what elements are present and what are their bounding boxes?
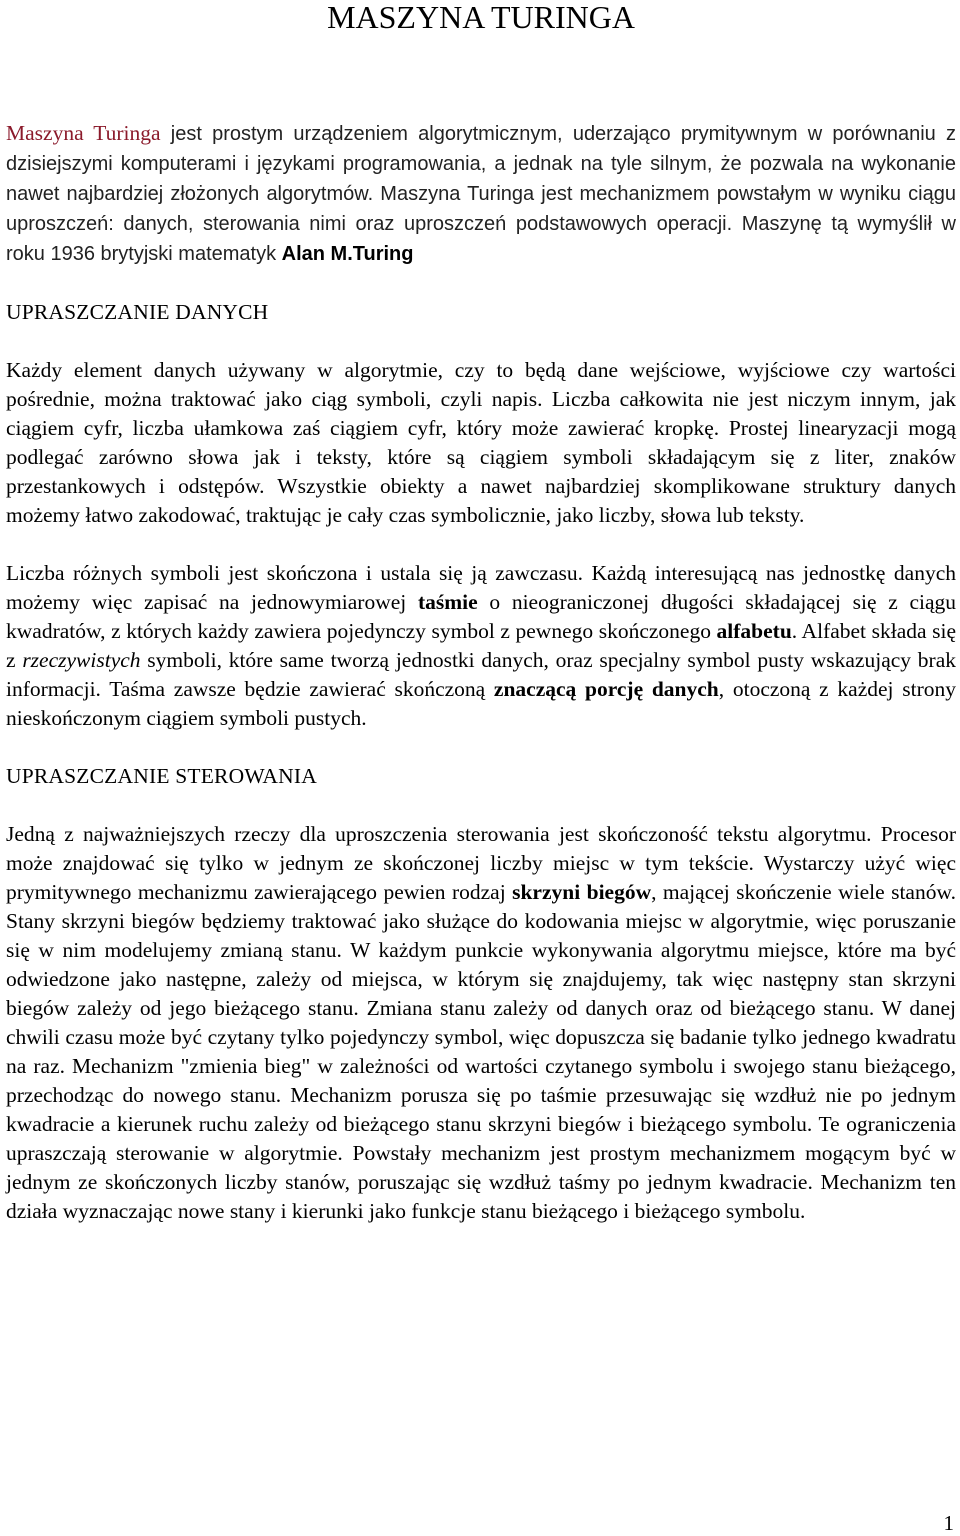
section-heading-data: UPRASZCZANIE DANYCH	[6, 300, 269, 324]
section2-p1-text-a: Jedną z najważniejszych rzeczy dla uproszczenia sterowania jest skończoność tekstu algorytmu. Procesor może znajdować się tylko w jednym ze skończonej liczby miejsc w tym tekście. Wystarczy użyć więc prymitywnego mechanizmu zawierającego pewien rodzaj	[6, 822, 956, 904]
page-number: 1	[943, 1511, 954, 1535]
section-heading-control: UPRASZCZANIE STEROWANIA	[6, 764, 317, 788]
document-title: MASZYNA TURINGA	[327, 0, 635, 35]
alphabet-term: alfabetu	[716, 619, 792, 643]
gearbox-term: skrzyni biegów	[512, 880, 652, 904]
real-term: rzeczywistych	[22, 648, 141, 672]
section1-paragraph-1: Każdy element danych używany w algorytmie, czy to będą dane wejściowe, wyjściowe czy wartości pośrednie, można traktować jako ciąg symboli, czyli napis. Liczba całkowita nie jest niczym innym, jak ciągiem cyfr, liczba ułamkowa zaś ciągiem cyfr, który może zawierać kropkę. Prostej linearyzacji mogą podlegać zarówno słowa jak i teksty, które są ciągiem symboli składającym się z liter, znaków przestankowych i odstępów. Wszystkie obiekty a nawet najbardziej skomplikowane struktury danych możemy łatwo zakodować, traktując je cały czas symbolicznie, jako liczby, słowa lub teksty.	[6, 358, 956, 527]
section2-p1-text-b: , mającej skończenie wiele stanów. Stany skrzyni biegów będziemy traktować jako służące do kodowania miejsc w algorytmie, więc poruszanie się w nim modelujemy zmianą stanu. W każdym punkcie wykonywania algorytmu miejsce, które ma być odwiedzone jako następne, zależy od miejsca, w którym się znajdujemy, tak więc następny stan skrzyni biegów zależy od jego bieżącego stanu. Zmiana stanu zależy od danych oraz od bieżącego stanu. W danej chwili czasu może być czytany tylko pojedynczy symbol, więc dopuszcza się badanie tylko jednego kwadratu na raz. Mechanizm "zmienia bieg" w zależności od wartości czytanego symbolu i swojego stanu bieżącego, przechodząc do nowego stanu. Mechanizm porusza się po taśmie przesuwając się wzdłuż nie po jednym kwadracie a kierunek ruchu zależy od bieżącego stanu skrzyni biegów i bieżącego symbolu. Te ograniczenia upraszczają sterowanie w algorytmie. Powstały mechanizm jest prostym mechanizmem mogącym być w jednym ze skończonych liczby stanów, poruszając się wzdłuż taśmy po jednym kwadracie. Mechanizm ten działa wyznaczając nowe stany i kierunki jako funkcje stanu bieżącego i bieżącego symbolu.	[6, 880, 956, 1223]
portion-term: znaczącą porcję danych	[493, 677, 719, 701]
document-page	[6, 0, 956, 1226]
section1-p2-text-e: , otoczoną z każdej strony nieskończonym ciągiem symboli pustych.	[6, 677, 956, 730]
intro-text: jest prostym urządzeniem algorytmicznym, uderzająco prymitywnym w porównaniu z dzisiejszymi komputerami i językami programowania, a jednak na tyle silnym, że pozwala na wykonanie nawet najbardziej złożonych algorytmów. Maszyna Turinga jest mechanizmem powstałym w wyniku ciągu uproszczeń: danych, sterowania nimi oraz uproszczeń podstawowych operacji. Maszynę tą wymyślił w roku 1936 brytyjski matematyk	[6, 123, 957, 265]
section1-p2-text-c: . Alfabet składa się z	[6, 619, 956, 672]
section1-paragraph-2	[6, 559, 956, 733]
tape-term: taśmie	[417, 590, 478, 614]
intro-paragraph	[6, 119, 956, 269]
section1-p2-text-a: Liczba różnych symboli jest skończona i ustala się ją zawczasu. Każdą interesującą nas jednostkę danych możemy więc zapisać na jednowymiarowej	[6, 561, 956, 614]
section1-p2-text-d: symboli, które same tworzą jednostki danych, oraz specjalny symbol pusty wskazujący brak informacji. Taśma zawsze będzie zawierać skończoną	[6, 648, 956, 701]
section2-paragraph-1	[6, 820, 956, 1226]
intro-term: Maszyna Turinga	[6, 121, 161, 145]
intro-author: Alan M.Turing	[281, 243, 414, 265]
section1-p2-text-b: o nieograniczonej długości składającej się z ciągu kwadratów, z których każdy zawiera pojedynczy symbol z pewnego skończonego	[6, 590, 956, 643]
